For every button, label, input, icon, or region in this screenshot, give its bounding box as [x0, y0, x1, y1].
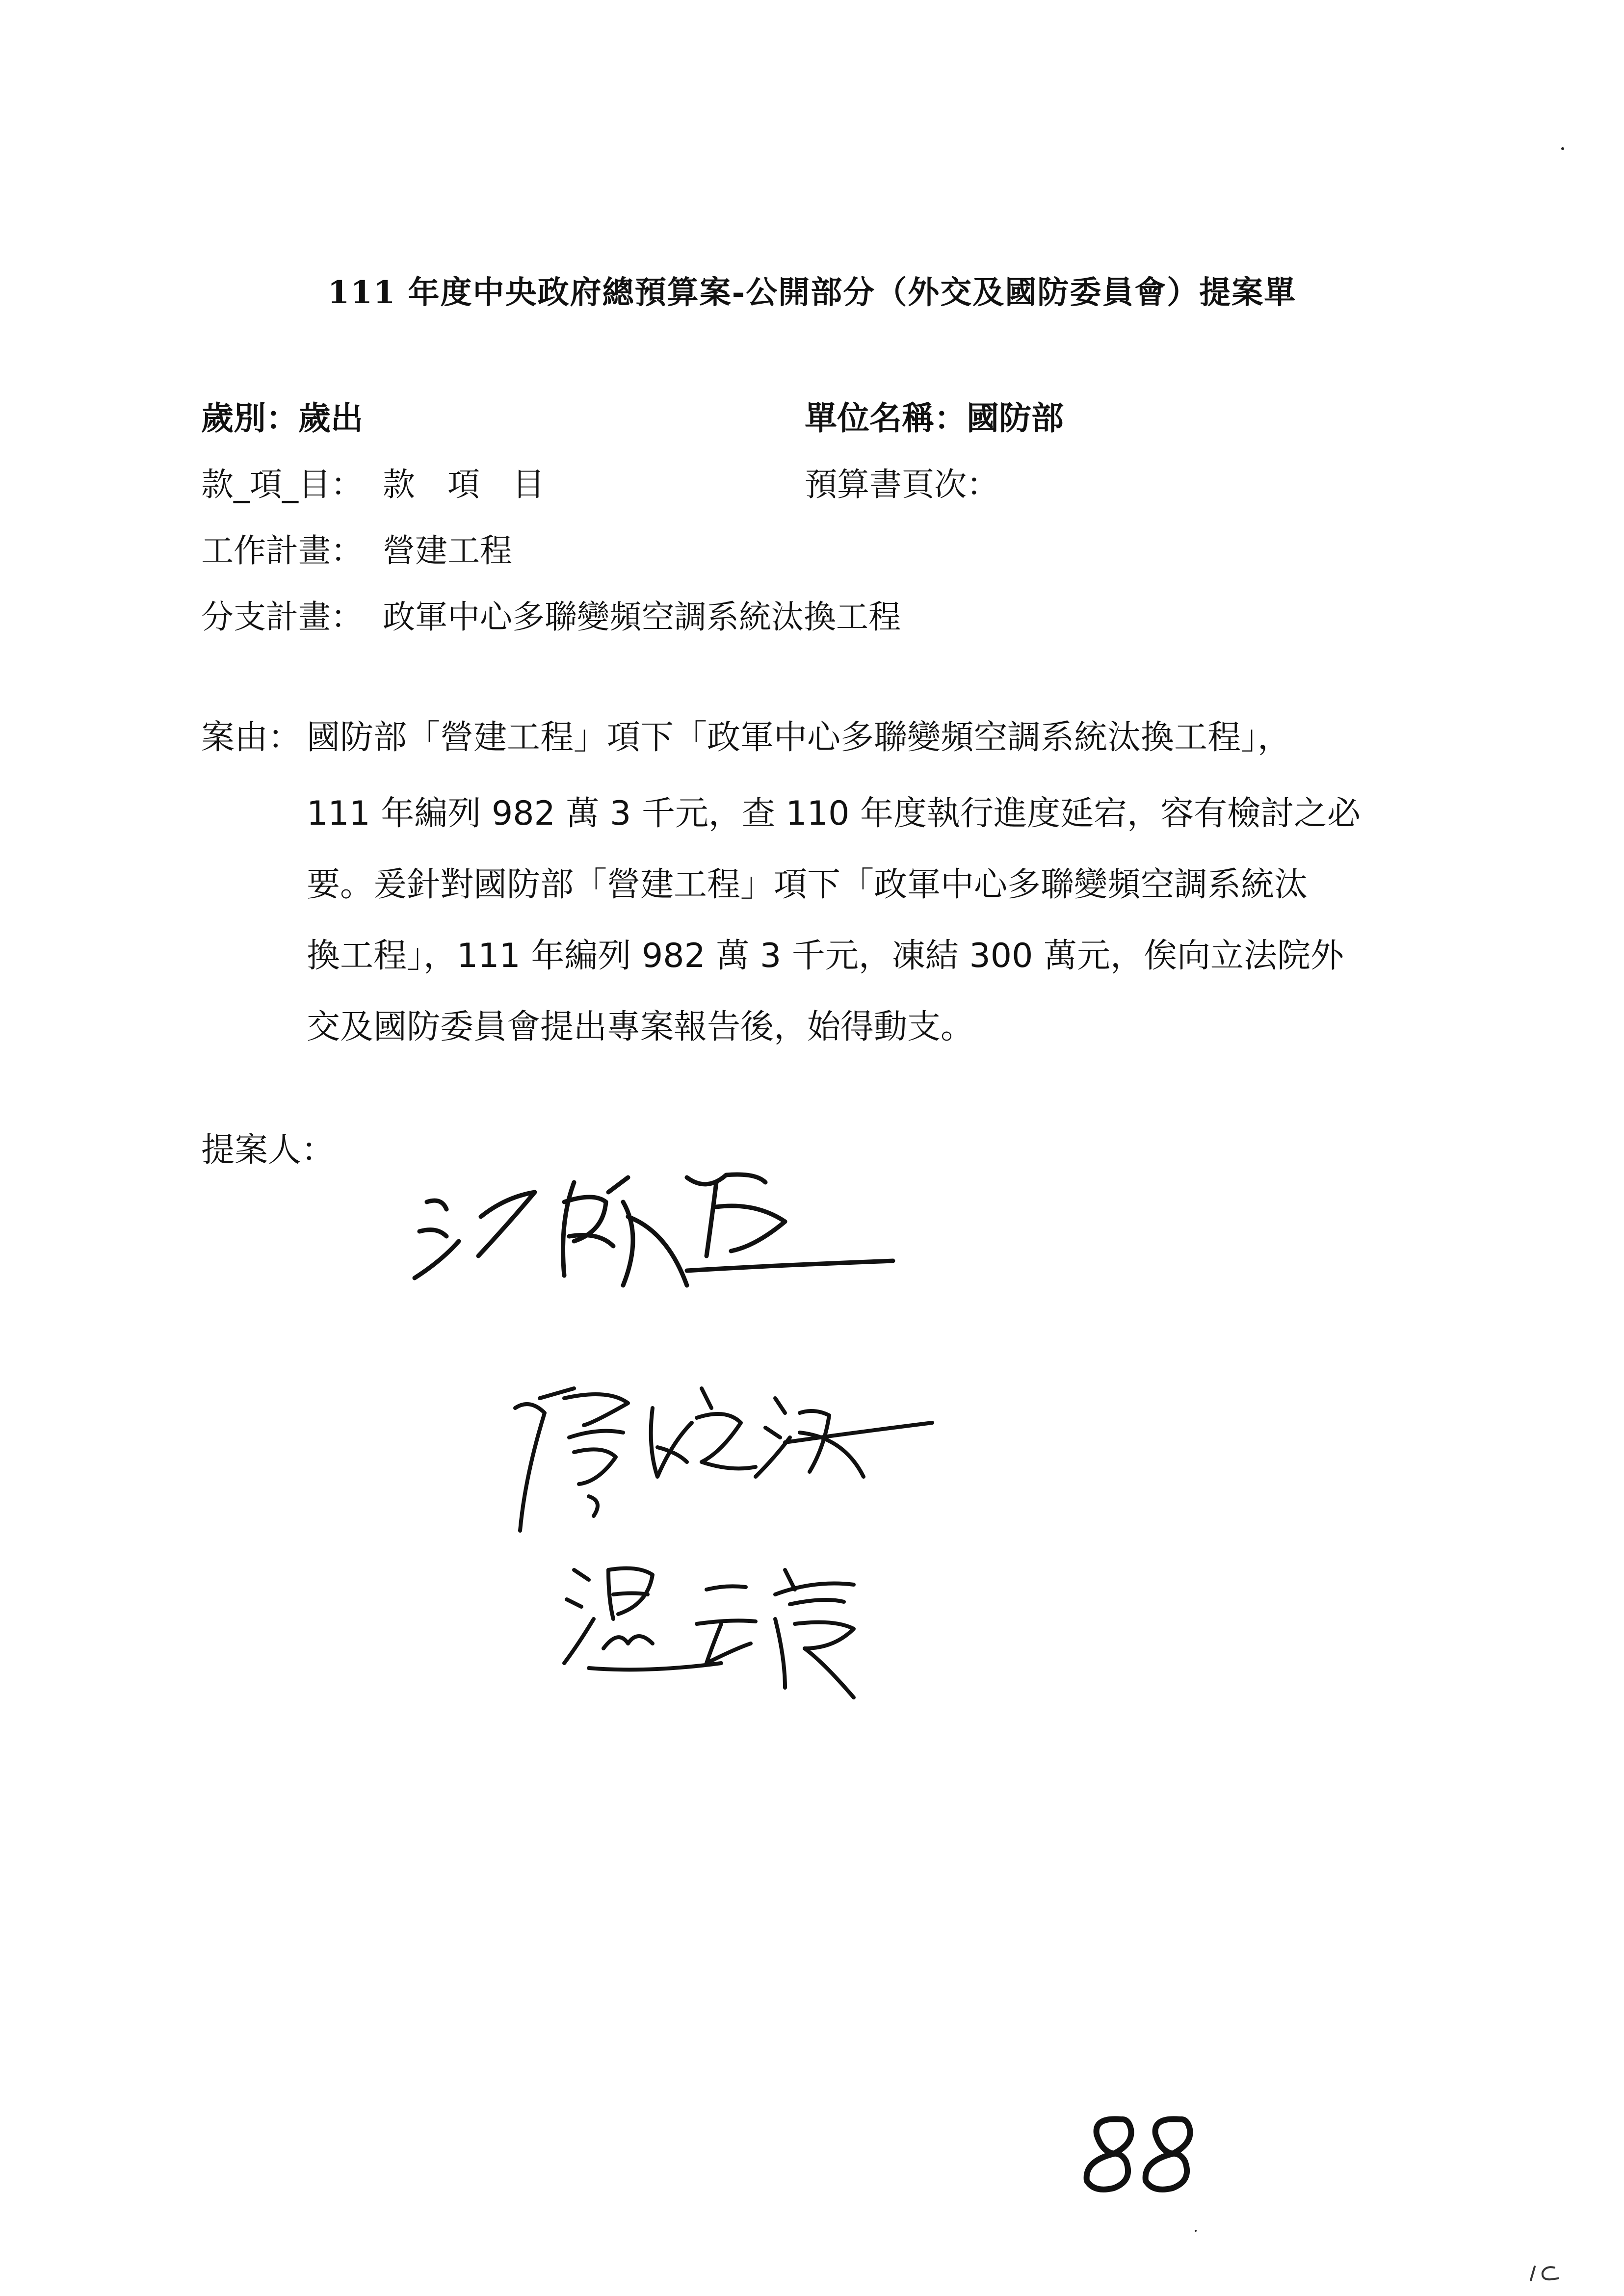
field-budget-page	[805, 466, 999, 503]
corner-mark	[1526, 2262, 1565, 2286]
proposer-label: 提案人：	[201, 1131, 335, 1170]
field-sub-plan-label: 分支計畫：	[201, 598, 363, 636]
reason-line: 國防部「營建工程」項下「政軍中心多聯變頻空調系統汰換工程」，	[307, 718, 1291, 757]
field-budget-item-value: 款 項 目	[383, 466, 545, 503]
field-type-value: 歲出	[298, 399, 363, 437]
field-work-plan-value: 營建工程	[383, 532, 512, 570]
reason-label: 案由：	[201, 718, 302, 757]
field-sub-plan	[201, 598, 901, 636]
field-work-plan	[201, 532, 512, 570]
field-budget-item-label: 款_項_目：	[201, 466, 363, 503]
field-unit	[805, 399, 1064, 437]
field-unit-label: 單位名稱：	[805, 399, 967, 437]
reason-line: 要。爰針對國防部「營建工程」項下「政軍中心多聯變頻空調系統汰	[307, 865, 1308, 904]
reason-line: 交及國防委員會提出專案報告後，始得動支。	[307, 1008, 974, 1046]
field-budget-item	[201, 466, 545, 503]
field-work-plan-label: 工作計畫：	[201, 532, 363, 570]
field-sub-plan-value: 政軍中心多聯變頻空調系統汰換工程	[383, 598, 901, 636]
field-type-label: 歲別：	[201, 399, 298, 437]
scan-speck	[1195, 2230, 1197, 2232]
signature-2	[510, 1379, 942, 1536]
signature-3	[559, 1550, 913, 1707]
reason-line: 111 年編列 982 萬 3 千元，查 110 年度執行進度延宕，容有檢討之必	[307, 794, 1361, 833]
field-type	[201, 399, 363, 437]
field-unit-value: 國防部	[967, 399, 1064, 437]
page-number	[1074, 2110, 1202, 2198]
signature-1	[412, 1163, 908, 1310]
document-title: 111 年度中央政府總預算案-公開部分（外交及國防委員會）提案單	[327, 274, 1297, 311]
reason-line: 換工程」，111 年編列 982 萬 3 千元，凍結 300 萬元，俟向立法院外	[307, 937, 1344, 975]
field-budget-page-label: 預算書頁次：	[805, 466, 999, 503]
scan-speck	[1561, 147, 1564, 150]
